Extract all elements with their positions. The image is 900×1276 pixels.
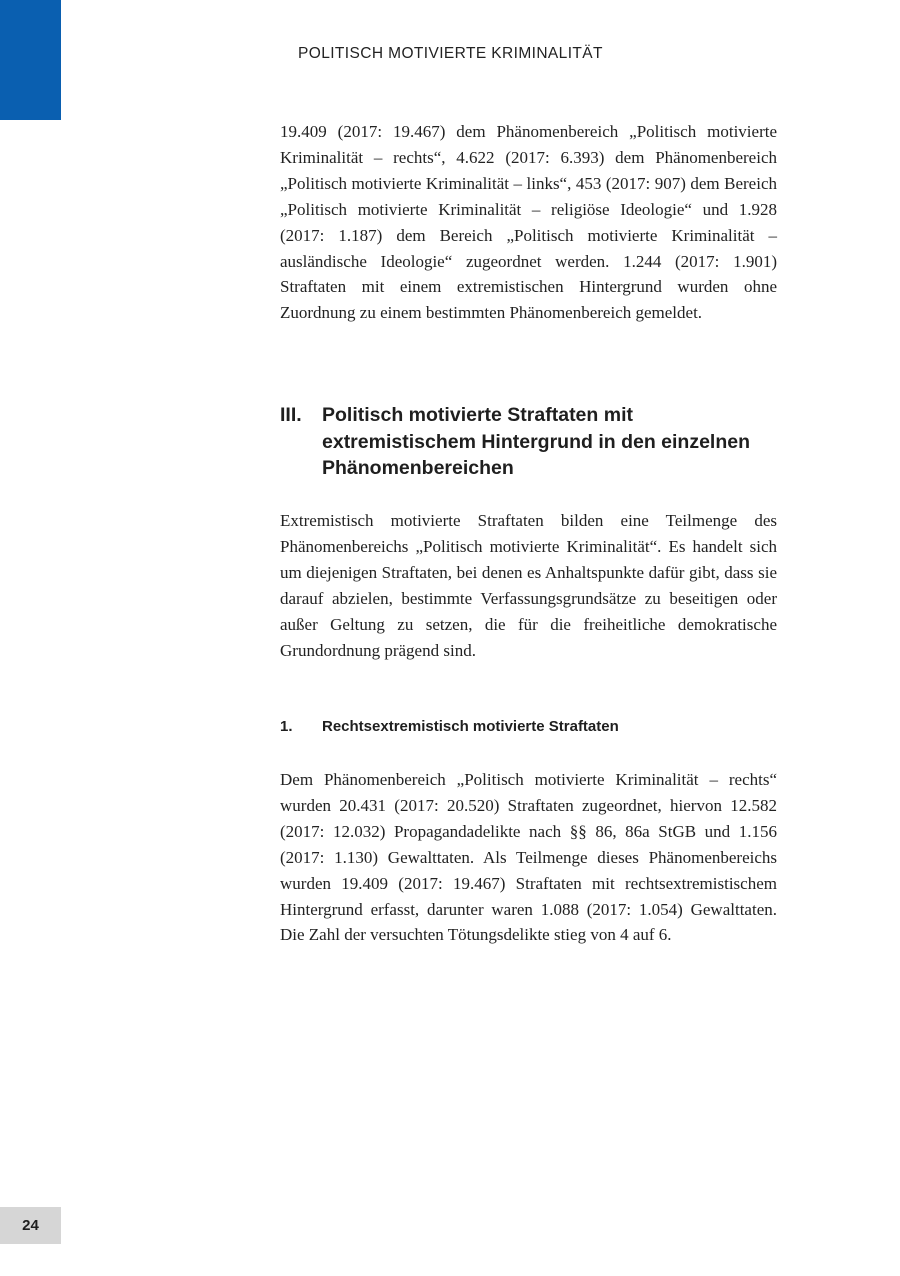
section-paragraph: Extremistisch motivierte Straftaten bilden eine Teilmenge des Phänomenbereichs „Politisch motivierte Kriminalität“. Es handelt sich um diejenigen Straftaten, bei denen es Anhaltspunkte dafür gibt, dass sie darauf abzielen, bestimmte Verfassungsgrundsätze zu beseitigen oder außer Geltung zu setzen, die für die freiheitliche demokratische Grundordnung prägend sind. [280,511,777,660]
subsection-title: Rechtsextremistisch motivierte Straftaten [322,718,619,735]
section-number: III. [280,404,302,426]
section-heading [280,402,780,482]
subsection-number: 1. [280,718,293,735]
intro-paragraph: 19.409 (2017: 19.467) dem Phänomenbereich „Politisch motivierte Kriminalität – rechts“, 4.622 (2017: 6.393) dem Phänomenbereich „Politisch motivierte Kriminalität – links“, 453 (2017: 907) dem Bereich „Politisch motivierte Kriminalität – religiöse Ideologie“ und 1.928 (2017: 1.187) dem Bereich „Politisch motivierte Kriminalität – ausländische Ideologie“ zugeordnet werden. 1.244 (2017: 1.901) Straftaten mit einem extremistischen Hintergrund wurden ohne Zuordnung zu einem bestimmten Phänomenbereich gemeldet. [280,122,777,323]
page-number: 24 [0,1207,61,1244]
subsection-paragraph: Dem Phänomenbereich „Politisch motivierte Kriminalität – rechts“ wurden 20.431 (2017: 20.520) Straftaten zugeordnet, hiervon 12.582 (2017: 12.032) Propagandadelikte nach §§ 86, 86a StGB und 1.156 (2017: 1.130) Gewalttaten. Als Teilmenge dieses Phänomenbereichs wurden 19.409 (2017: 19.467) Straftaten mit rechtsextremistischem Hintergrund erfasst, darunter waren 1.088 (2017: 1.054) Gewalttaten. Die Zahl der versuchten Tötungsdelikte stieg von 4 auf 6. [280,770,777,945]
header-accent-block [0,0,61,120]
section-title: Politisch motivierte Straftaten mit extremistischem Hintergrund in den einzelnen Phänomenbereichen [322,404,751,479]
running-header-title: POLITISCH MOTIVIERTE KRIMINALITÄT [298,45,603,62]
subsection-heading [280,716,780,738]
